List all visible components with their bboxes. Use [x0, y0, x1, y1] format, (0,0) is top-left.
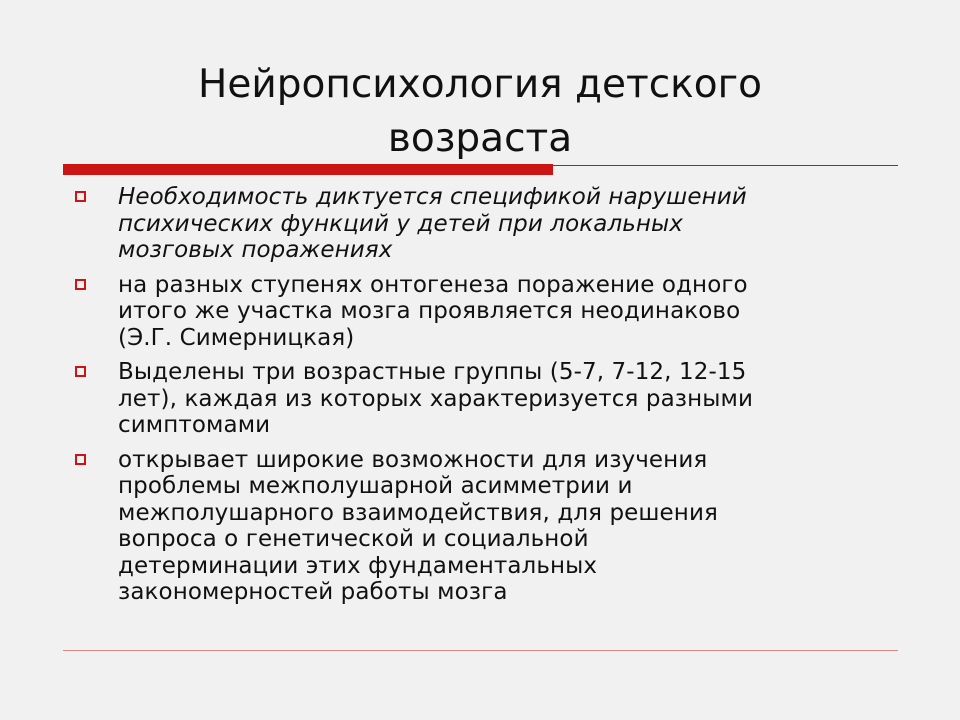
bullet-item-2 — [70, 272, 900, 352]
bullet-4-line-6: закономерностей работы мозга — [118, 579, 508, 605]
bullet-3-line-1: Выделены три возрастные группы (5-7, 7-12, 12-15 — [118, 359, 747, 385]
bullet-item-3 — [70, 359, 900, 439]
bullet-item-1 — [70, 184, 900, 264]
bullet-4-line-2: проблемы межполушарной асимметрии и — [118, 473, 633, 499]
bullet-3-line-3: симптомами — [118, 412, 271, 438]
bullet-2-line-1: на разных ступенях онтогенеза поражение одного — [118, 271, 748, 298]
bullet-text-2 — [118, 272, 900, 352]
hollow-square-icon — [75, 366, 86, 377]
bullet-1-line-2: психических функций у детей при локальных — [118, 210, 684, 237]
bullet-1-line-3: мозговых поражениях — [118, 237, 393, 263]
hollow-square-icon — [75, 454, 86, 465]
bullet-4-line-5: детерминации этих фундаментальных — [118, 552, 598, 579]
bullet-4-line-3: межполушарного взаимодействия, для решения — [118, 499, 718, 526]
bottom-divider — [63, 650, 898, 651]
bullet-2-line-3: (Э.Г. Симерницкая) — [118, 324, 355, 351]
slide-title-line-1: Нейропсихология детского — [198, 62, 762, 107]
hollow-square-icon — [75, 279, 86, 290]
slide-title-line-2: возраста — [387, 116, 573, 161]
bullet-4-line-4: вопроса о генетической и социальной — [118, 526, 589, 552]
slide-title — [80, 58, 880, 166]
bullet-3-line-2: лет), каждая из которых характеризуется разными — [118, 385, 753, 412]
title-underline-thick — [63, 164, 553, 175]
bullet-item-4 — [70, 447, 900, 606]
bullet-text-3 — [118, 359, 900, 439]
bullet-text-1 — [118, 184, 900, 264]
hollow-square-icon — [75, 191, 86, 202]
title-underline-thin — [553, 165, 898, 166]
bullet-1-line-1: Необходимость диктуется спецификой нарушений — [118, 184, 747, 210]
bullet-list — [70, 184, 900, 614]
bullet-2-line-2: итого же участка мозга проявляется неодинаково — [118, 298, 741, 324]
bullet-text-4 — [118, 447, 900, 606]
bullet-4-line-1: открывает широкие возможности для изучения — [118, 446, 708, 473]
